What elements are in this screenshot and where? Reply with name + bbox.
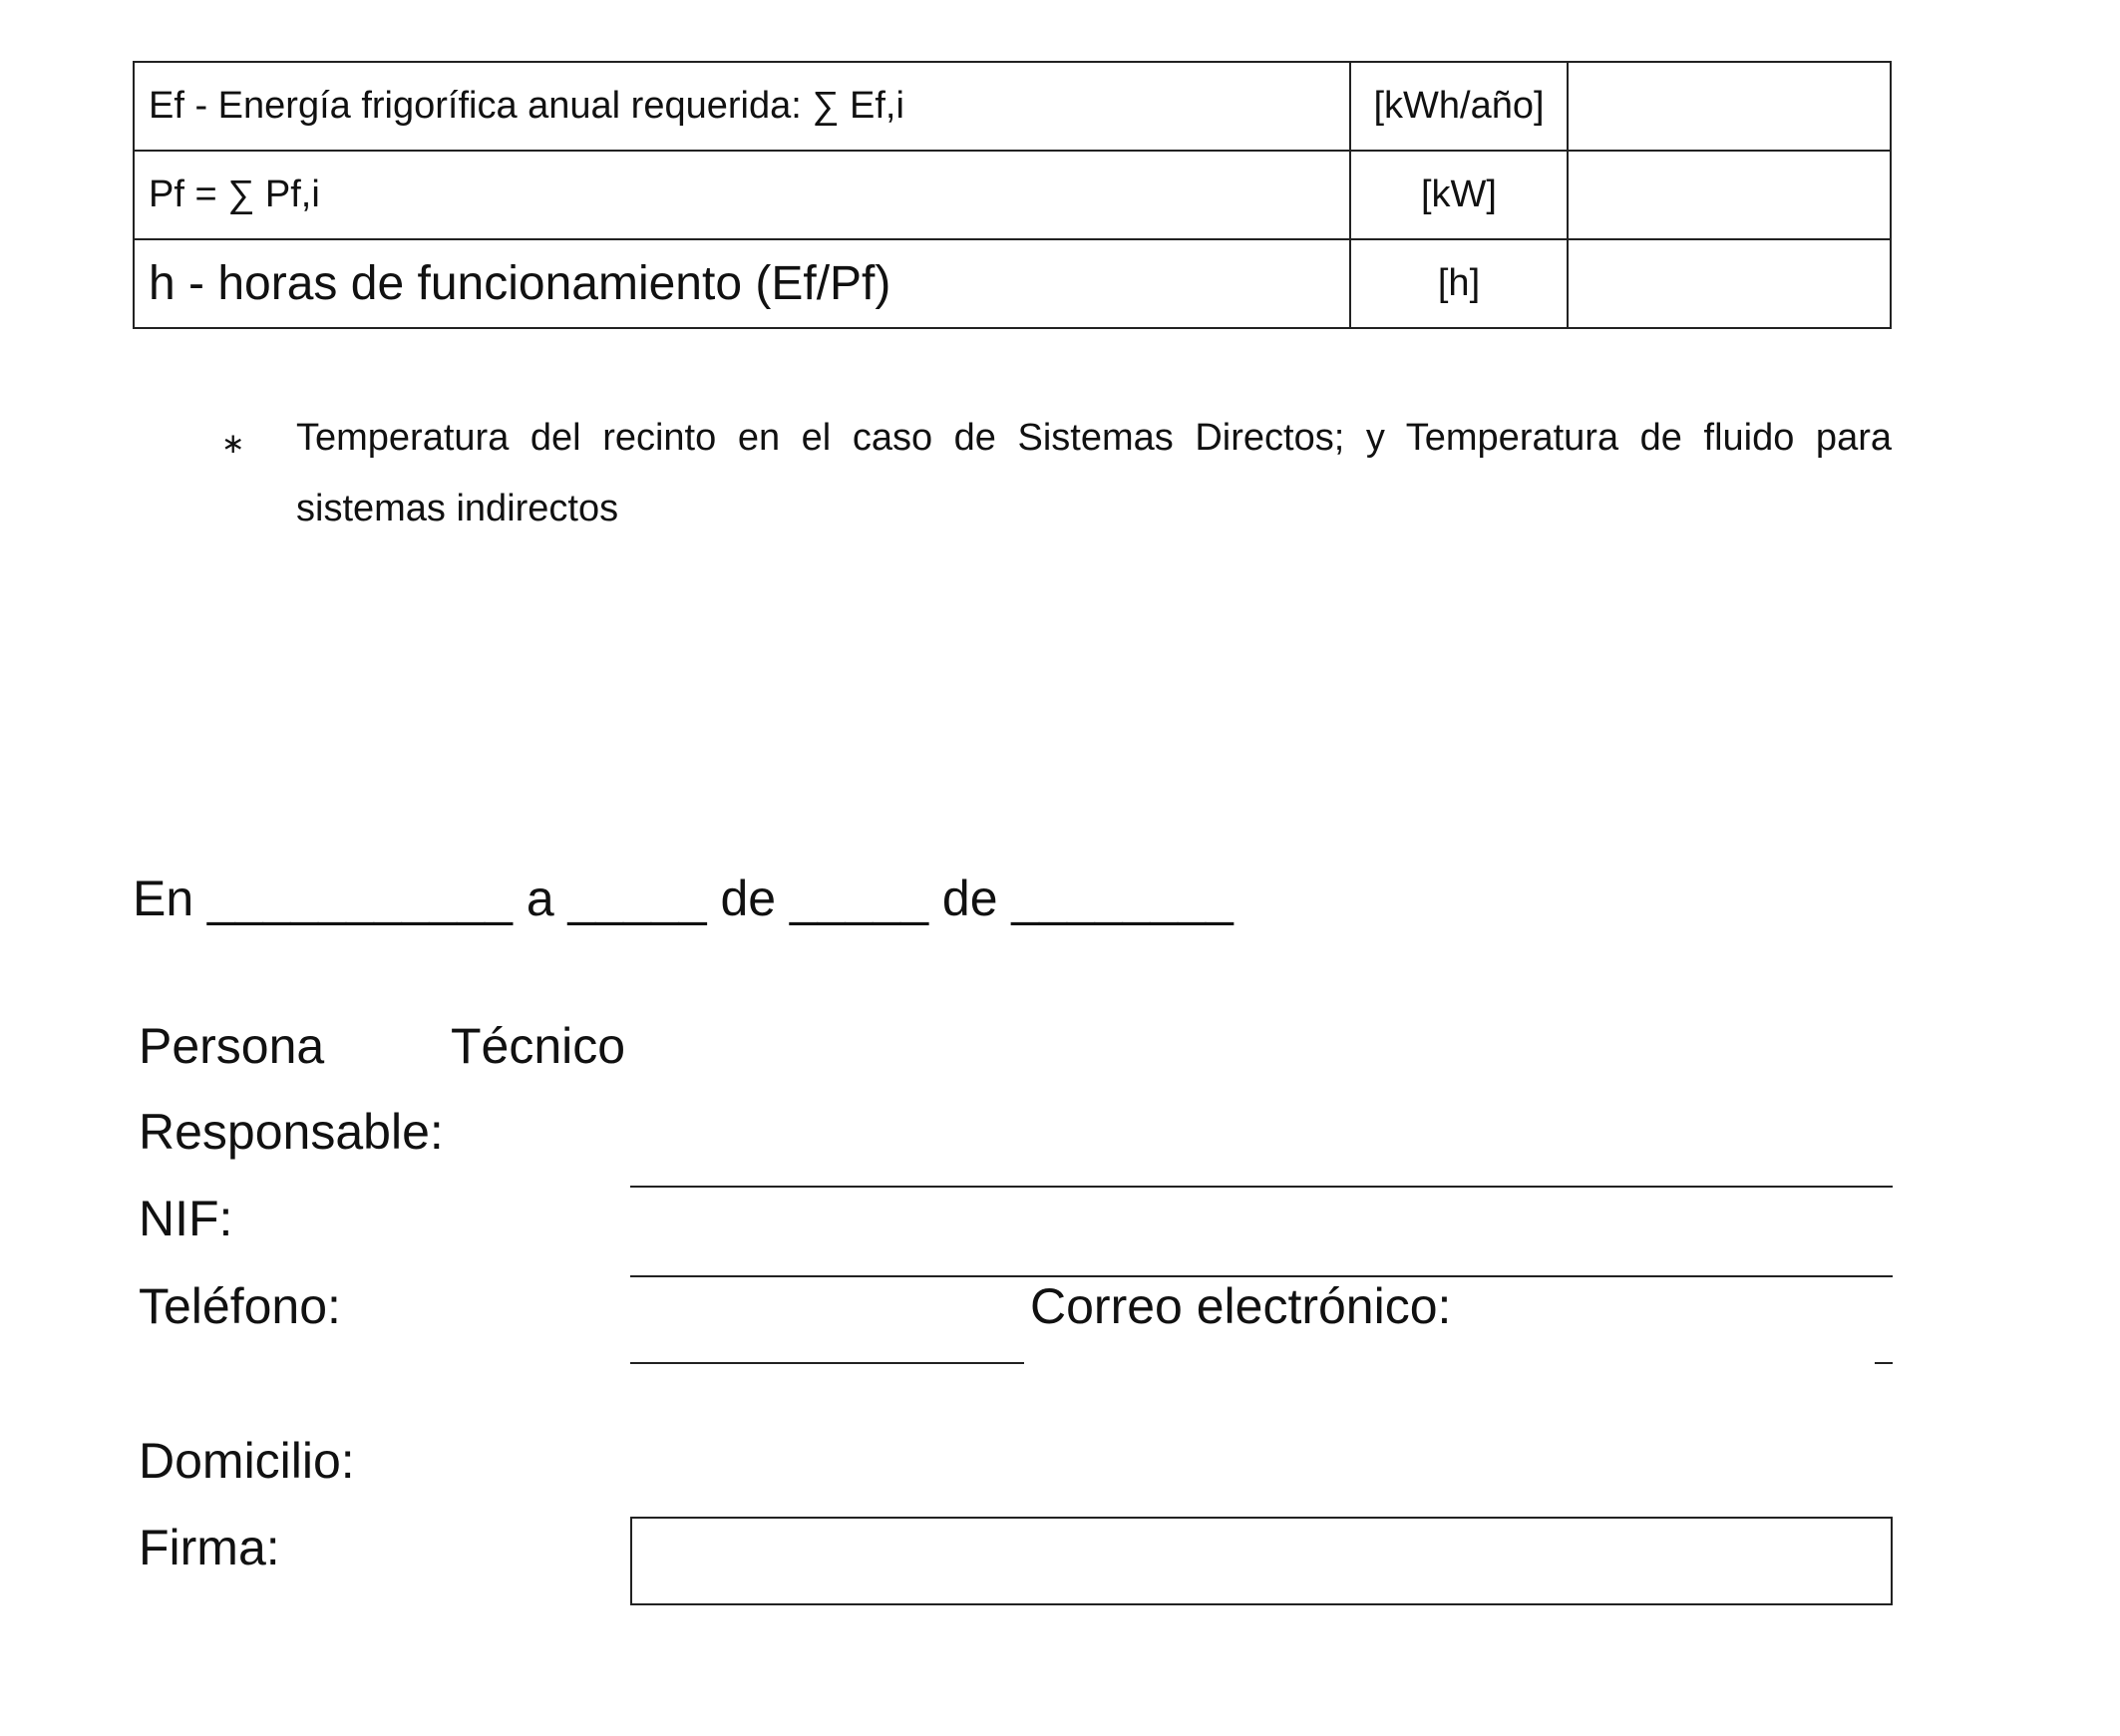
responsable-input-line[interactable] (630, 1186, 1893, 1188)
telefono-input-line[interactable] (630, 1362, 1024, 1364)
power-value-cell[interactable] (1568, 151, 1891, 239)
email-label: Correo electrónico: (1030, 1278, 1452, 1334)
email-input-line[interactable] (1875, 1362, 1893, 1364)
power-label: Pf = ∑ Pf,i (134, 151, 1350, 239)
nif-label: NIF: (139, 1191, 233, 1246)
energy-summary-table (133, 61, 1892, 329)
persona-label: Persona (139, 1018, 325, 1074)
footnote-asterisk: ∗ (221, 428, 245, 459)
operating-hours-value-cell[interactable] (1568, 239, 1891, 328)
signature-box[interactable] (630, 1517, 1893, 1605)
responsable-label: Responsable: (139, 1104, 444, 1160)
annual-energy-unit: [kWh/año] (1350, 62, 1569, 151)
footnote-text: Temperatura del recinto en el caso de Sistemas Directos; y Temperatura de fluido para sistemas indirectos (296, 417, 1892, 529)
domicilio-label: Domicilio: (139, 1433, 355, 1489)
annual-energy-value-cell[interactable] (1568, 62, 1891, 151)
firma-label: Firma: (139, 1520, 280, 1575)
table-row-operating-hours (134, 239, 1891, 328)
tecnico-label: Técnico (451, 1018, 626, 1074)
table-row-annual-energy (134, 62, 1891, 151)
table-row-power (134, 151, 1891, 239)
power-unit: [kW] (1350, 151, 1569, 239)
place-date-line: En ___________ a _____ de _____ de ________ (133, 870, 1234, 926)
operating-hours-label: h - horas de funcionamiento (Ef/Pf) (134, 239, 1350, 328)
telefono-label: Teléfono: (139, 1278, 341, 1334)
annual-energy-label: Ef - Energía frigorífica anual requerida: ∑ Ef,i (134, 62, 1350, 151)
operating-hours-unit: [h] (1350, 239, 1569, 328)
